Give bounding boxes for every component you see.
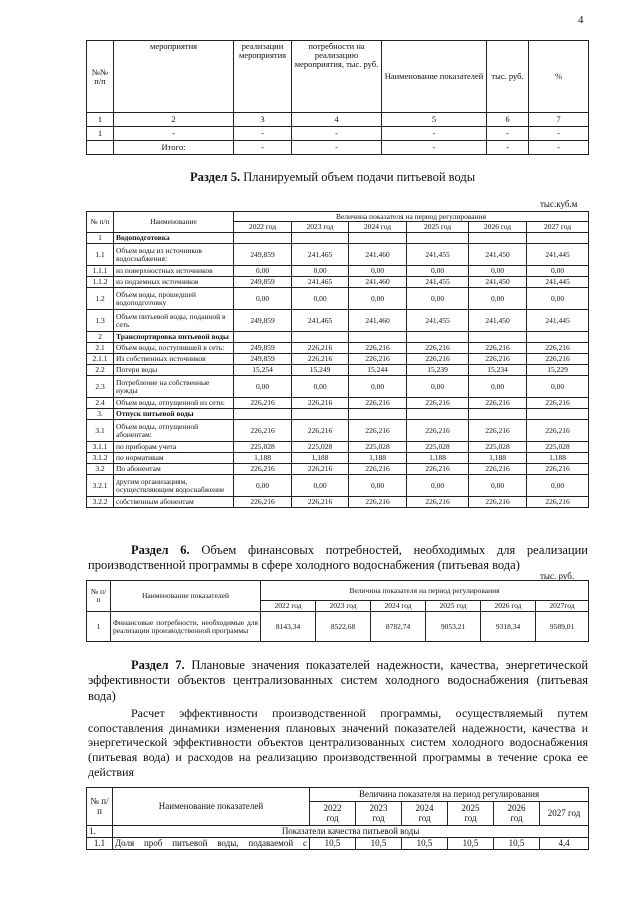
value-cell: 15,239 [407,365,469,376]
row-number: 2.3 [87,376,114,398]
value-cell [407,332,469,343]
value-cell [292,233,349,244]
value-cell: 241,465 [292,277,349,288]
value-cell: 226,216 [527,464,589,475]
col-indicator: Наименование показателей [382,41,487,113]
table-row [87,442,589,453]
section-title: Показатели качества питьевой воды [113,826,589,838]
table-row [87,409,589,420]
table-row [87,354,589,365]
value-cell: 225,028 [527,442,589,453]
row-name: Объем питьевой воды, поданной в сеть [114,310,234,332]
col-impl: реализации мероприятия [234,41,292,113]
value-cell: 226,216 [407,398,469,409]
number-cell: 1 [87,113,114,127]
cell: - [114,127,234,141]
value-cell [292,332,349,343]
year-header: 2023 год [292,222,349,233]
value-cell: 1,188 [292,453,349,464]
value-cell: 0,00 [234,288,292,310]
value-cell: 10,5 [356,838,402,850]
year-header: 2023 год [316,601,371,612]
value-cell: 0,00 [469,266,527,277]
year-header: 2022 год [310,802,356,826]
row-number: 3.2.2 [87,497,114,508]
value-cell: 225,028 [469,442,527,453]
value-cell: 0,00 [349,288,407,310]
head-no: № п/п [87,581,111,612]
value-cell [407,409,469,420]
value-cell: 226,216 [527,398,589,409]
value-cell: 0,00 [527,288,589,310]
value-cell [349,233,407,244]
value-cell: 226,216 [469,343,527,354]
row-name: Объем воды, отпущенной абонентам: [114,420,234,442]
value-cell: 0,00 [527,475,589,497]
value-cell: 226,216 [527,420,589,442]
value-cell: 226,216 [292,420,349,442]
row-name: Объем воды из источников водоснабжения: [114,244,234,266]
value-cell: 0,00 [407,266,469,277]
quality-indicators-table [86,787,589,850]
value-cell [469,332,527,343]
value-cell: 225,028 [407,442,469,453]
value-cell [292,409,349,420]
number-cell: 3 [234,113,292,127]
page-number: 4 [578,14,584,26]
col-thousand: тыс. руб. [487,41,529,113]
number-cell: 7 [529,113,589,127]
value-cell: 241,445 [527,244,589,266]
head-name: Наименование [114,212,234,233]
value-cell: 226,216 [234,420,292,442]
value-cell: 0,00 [234,376,292,398]
value-cell: 0,00 [292,288,349,310]
value-cell: 9589,01 [536,612,589,642]
table-row [87,233,589,244]
row-number: 1.2 [87,288,114,310]
value-cell: 226,216 [469,420,527,442]
year-header: 2025 год [426,601,481,612]
row-name: собственным абонентам [114,497,234,508]
value-cell: 241,450 [469,277,527,288]
value-cell: 0,00 [469,288,527,310]
value-cell: 15,229 [527,365,589,376]
value-cell: 241,455 [407,277,469,288]
row-name: Транспортировка питьевой воды [114,332,234,343]
year-header: 2024 год [371,601,426,612]
row-name: Объем воды, поступившей в сеть: [114,343,234,354]
head-no: № п/п [87,212,114,233]
value-cell: 1,188 [407,453,469,464]
row-number: 3.2 [87,464,114,475]
value-cell: 0,00 [349,376,407,398]
value-cell: 1,188 [234,453,292,464]
value-cell: 226,216 [292,354,349,365]
row-number: 3. [87,409,114,420]
value-cell: 226,216 [407,497,469,508]
row-number: 2.4 [87,398,114,409]
value-cell [407,233,469,244]
value-cell: 8522,68 [316,612,371,642]
cell: - [234,127,292,141]
value-cell: 226,216 [527,354,589,365]
value-cell: 226,216 [292,343,349,354]
year-header: 2026 год [494,802,540,826]
cell: - [382,127,487,141]
value-cell: 241,455 [407,310,469,332]
table-row [87,288,589,310]
row-name: Из собственных источников [114,354,234,365]
row-number: 2 [87,332,114,343]
section-row: 1. Показатели качества питьевой воды [87,826,589,838]
year-header: 2024 год [402,802,448,826]
value-cell: 226,216 [292,497,349,508]
year-header: 2026 год [469,222,527,233]
value-cell [234,332,292,343]
value-cell [527,332,589,343]
value-cell: 226,216 [349,464,407,475]
value-cell: 241,455 [407,244,469,266]
year-header: 2025 год [448,802,494,826]
year-header: 2025 год [407,222,469,233]
cell: - [529,127,589,141]
value-cell: 226,216 [527,343,589,354]
value-cell: 15,249 [292,365,349,376]
value-cell: 225,028 [292,442,349,453]
value-cell: 0,00 [234,475,292,497]
value-cell: 249,859 [234,343,292,354]
row-number: 3.1.2 [87,453,114,464]
row-name: Объем воды, прошедшей водоподготовку [114,288,234,310]
year-header: 2022 год [234,222,292,233]
value-cell: 15,254 [234,365,292,376]
table-row: 1 Финансовые потребности, необходимые для реализации производственной программы 8143,34 8522,68 8782,74 9053,21 9318,34 9589,01 [87,612,589,642]
table-row [87,453,589,464]
row-number: 2.1.1 [87,354,114,365]
row-name: Объем воды, отпущенной из сети: [114,398,234,409]
total-label: Итого: [114,141,234,155]
value-cell: 0,00 [407,288,469,310]
value-cell: 0,00 [407,376,469,398]
value-cell: 1,188 [469,453,527,464]
head-period: Величина показателя на период регулирования [261,581,589,601]
value-cell: 0,00 [349,266,407,277]
table-row [87,310,589,332]
row-number: 1 [87,233,114,244]
value-cell: 10,5 [310,838,356,850]
row-name: Потери воды [114,365,234,376]
value-cell: 241,460 [349,277,407,288]
numbering-row [87,113,589,127]
value-cell: 226,216 [349,497,407,508]
number-cell: 2 [114,113,234,127]
value-cell: 0,00 [469,475,527,497]
value-cell: 226,216 [407,354,469,365]
value-cell: 4,4 [540,838,589,850]
table-row [87,332,589,343]
cell: 1 [87,127,114,141]
row-name: по нормативам [114,453,234,464]
value-cell: 241,460 [349,310,407,332]
value-cell: 0,00 [469,376,527,398]
value-cell: 10,5 [402,838,448,850]
value-cell: 241,450 [469,244,527,266]
value-cell: 226,216 [292,464,349,475]
year-header: 2027 год [540,802,589,826]
section5-heading: Раздел 5. Планируемый объем подачи питьевой воды [190,170,476,184]
row-name: По абонентам [114,464,234,475]
col-event: мероприятия [114,41,234,113]
number-cell: 5 [382,113,487,127]
value-cell: 226,216 [234,398,292,409]
row-number: 3.1.1 [87,442,114,453]
table-row [87,127,589,141]
value-cell: 9053,21 [426,612,481,642]
table-row [87,464,589,475]
value-cell [527,409,589,420]
value-cell: 226,216 [527,497,589,508]
row-name: другим организациям, осуществляющим водоснабжение [114,475,234,497]
number-cell: 4 [292,113,382,127]
row-number: 1.3 [87,310,114,332]
table-row [87,365,589,376]
value-cell: 249,859 [234,244,292,266]
cell: - [487,127,529,141]
col-no: №№ п/п [87,41,114,113]
table-row [87,420,589,442]
value-cell: 0,00 [292,376,349,398]
section6-units: тыс. руб. [540,571,575,581]
row-name: из подземных источников [114,277,234,288]
value-cell: 0,00 [527,266,589,277]
value-cell [234,409,292,420]
value-cell: 0,00 [234,266,292,277]
value-cell: 249,859 [234,354,292,365]
value-cell: 9318,34 [481,612,536,642]
table-row [87,343,589,354]
value-cell: 241,445 [527,310,589,332]
value-cell: 226,216 [407,420,469,442]
value-cell: 225,028 [349,442,407,453]
value-cell: 226,216 [469,398,527,409]
value-cell: 1,188 [349,453,407,464]
value-cell: 241,465 [292,310,349,332]
value-cell: 226,216 [234,464,292,475]
value-cell: 226,216 [469,464,527,475]
value-cell: 226,216 [234,497,292,508]
year-header: 2027 год [527,222,589,233]
head-period: Величина показателя на период регулирования [234,212,589,222]
col-percent: % [529,41,589,113]
value-cell: 226,216 [469,354,527,365]
row-name: Водоподготовка [114,233,234,244]
row-number: 3.2.1 [87,475,114,497]
row-number: 2.2 [87,365,114,376]
value-cell: 249,859 [234,277,292,288]
value-cell [349,409,407,420]
table-row [87,376,589,398]
table-row [87,497,589,508]
number-cell: 6 [487,113,529,127]
head-no: № п/п [87,788,113,826]
year-header: 2023 год [356,802,402,826]
row-number: 2.1 [87,343,114,354]
value-cell: 10,5 [448,838,494,850]
year-header: 2027год [536,601,589,612]
row-name: Потребление на собственные нужды [114,376,234,398]
value-cell: 0,00 [527,376,589,398]
section6-heading: Раздел 6. Объем финансовых потребностей, необходимых для реализации производственной программы в сфере холодного водоснабжения (питьевая вода) [88,543,588,573]
value-cell: 226,216 [349,398,407,409]
year-header: 2022 год [261,601,316,612]
events-table [86,40,589,155]
value-cell [527,233,589,244]
value-cell: 0,00 [349,475,407,497]
table-row [87,244,589,266]
value-cell: 241,450 [469,310,527,332]
cell: - [292,127,382,141]
row-number: 1.1 [87,244,114,266]
financial-needs-table [86,580,589,642]
year-header: 2026 год [481,601,536,612]
year-header: 2024 год [349,222,407,233]
row-number: 1.1.1 [87,266,114,277]
table-row [87,266,589,277]
value-cell: 8782,74 [371,612,426,642]
value-cell: 226,216 [407,464,469,475]
row-name: из поверхностных источников [114,266,234,277]
value-cell [349,332,407,343]
value-cell: 241,445 [527,277,589,288]
value-cell: 15,244 [349,365,407,376]
total-row: Итого: - - - - - [87,141,589,155]
head-name: Наименование показателей [113,788,310,826]
value-cell: 226,216 [349,354,407,365]
value-cell: 249,859 [234,310,292,332]
section5-units: тыс.куб.м [540,199,578,209]
water-supply-table [86,211,589,508]
value-cell: 8143,34 [261,612,316,642]
value-cell: 226,216 [349,343,407,354]
head-period: Величина показателя на период регулирования [310,788,589,802]
row-number: 1.1.2 [87,277,114,288]
value-cell: 241,465 [292,244,349,266]
section7-paragraph: Расчет эффективности производственной программы, осуществляемый путем сопоставления динамики изменения плановых значений показателей надежности, качества и энергетической эффективности объектов централизованных систем холодного водоснабжения (питьевая вода) и расходов на реализацию производственной программы в течение срока ее действия [88,706,588,779]
table-row [87,475,589,497]
value-cell: 0,00 [292,475,349,497]
head-name: Наименование показателей [111,581,261,612]
value-cell [234,233,292,244]
value-cell [469,409,527,420]
row-name: Отпуск питьевой воды [114,409,234,420]
value-cell: 226,216 [407,343,469,354]
value-cell [469,233,527,244]
value-cell: 15,234 [469,365,527,376]
value-cell: 241,460 [349,244,407,266]
col-need: потребности на реализацию мероприятия, тыс. руб. [292,41,382,113]
value-cell: 0,00 [292,266,349,277]
table-row: 1.1 Доля проб питьевой воды, подаваемой с 10,5 10,5 10,5 10,5 10,5 4,4 [87,838,589,850]
value-cell: 0,00 [407,475,469,497]
table-row [87,398,589,409]
row-number: 3.1 [87,420,114,442]
value-cell: 226,216 [349,420,407,442]
value-cell: 10,5 [494,838,540,850]
value-cell: 225,028 [234,442,292,453]
table-row [87,277,589,288]
value-cell: 1,188 [527,453,589,464]
section7-heading: Раздел 7. Плановые значения показателей надежности, качества, энергетической эффективности объектов централизованных систем холодного водоснабжения (питьевая вода) [88,658,589,703]
row-name: по приборам учета [114,442,234,453]
value-cell: 226,216 [469,497,527,508]
value-cell: 226,216 [292,398,349,409]
